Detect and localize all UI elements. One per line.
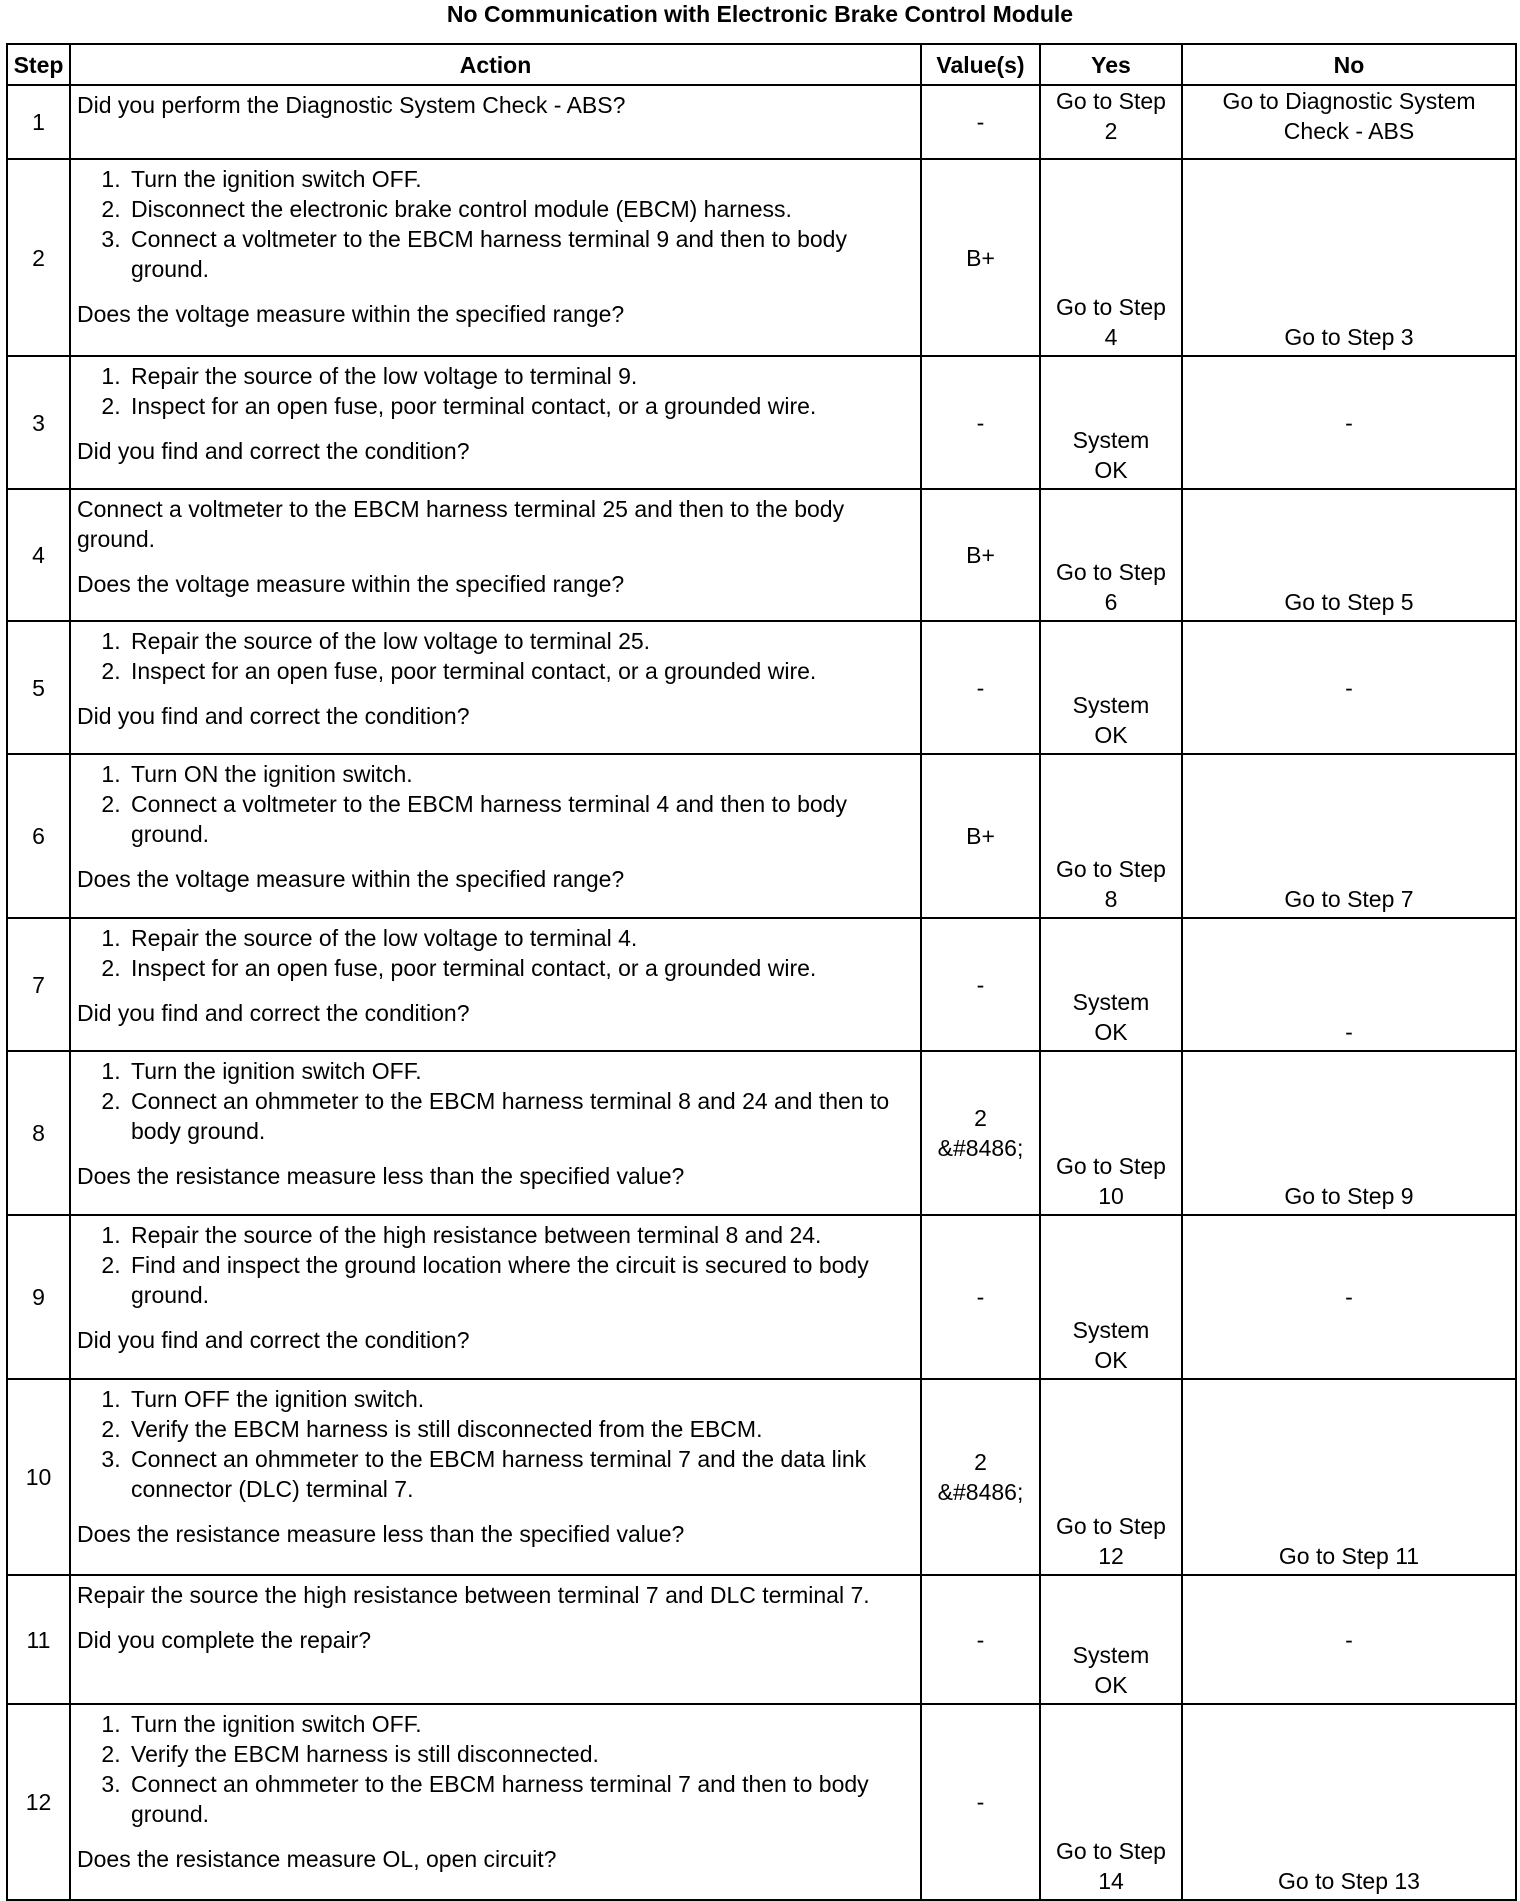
value-text: 2 &#8486; (937, 1105, 1024, 1161)
step-number: 11 (7, 1575, 70, 1704)
table-row (7, 85, 1516, 159)
yes-cell (1040, 356, 1182, 489)
action-cell (70, 1051, 921, 1215)
table-row (7, 159, 1516, 356)
header-values: Value(s) (921, 44, 1040, 85)
no-cell (1182, 918, 1516, 1051)
action-step-item: 1. Repair the source of the low voltage to terminal 4. (127, 923, 914, 953)
yes-cell (1040, 1575, 1182, 1704)
action-cell (70, 489, 921, 621)
action-steps-list (77, 1056, 914, 1146)
action-question: Does the voltage measure within the specified range? (77, 571, 625, 597)
no-result: Go to Step 11 (1278, 1543, 1420, 1569)
table-row (7, 1704, 1516, 1900)
yes-cell (1040, 754, 1182, 918)
no-cell (1182, 1051, 1516, 1215)
table-row (7, 1051, 1516, 1215)
value-cell (921, 1379, 1040, 1575)
action-steps-list (77, 923, 914, 983)
table-row (7, 1215, 1516, 1379)
yes-result: Go to Step 10 (1056, 1153, 1166, 1209)
action-step-item: 2. Disconnect the electronic brake control module (EBCM) harness. (127, 194, 914, 224)
action-cell (70, 918, 921, 1051)
action-step-item: 2. Inspect for an open fuse, poor terminal contact, or a grounded wire. (127, 656, 914, 686)
no-cell (1182, 356, 1516, 489)
action-step-item: 2. Find and inspect the ground location where the circuit is secured to body ground. (127, 1250, 914, 1310)
action-intro: Connect a voltmeter to the EBCM harness terminal 25 and then to the body ground. (77, 496, 845, 552)
action-intro: Did you perform the Diagnostic System Check - ABS? (77, 92, 626, 118)
yes-result: System OK (1072, 692, 1150, 748)
no-cell (1182, 754, 1516, 918)
no-cell (1182, 85, 1516, 159)
value-cell (921, 918, 1040, 1051)
no-result: Go to Diagnostic System Check - ABS (1222, 88, 1476, 144)
action-cell (70, 1575, 921, 1704)
no-result: Go to Step 7 (1284, 886, 1414, 912)
action-step-item: 1. Repair the source of the low voltage to terminal 25. (127, 626, 914, 656)
value-text: - (976, 1284, 985, 1310)
step-number: 8 (7, 1051, 70, 1215)
action-step-item: 1. Turn the ignition switch OFF. (127, 1709, 914, 1739)
value-cell (921, 1575, 1040, 1704)
step-number: 4 (7, 489, 70, 621)
table-row (7, 621, 1516, 754)
value-cell (921, 754, 1040, 918)
step-number: 12 (7, 1704, 70, 1900)
action-step-item: 2. Connect an ohmmeter to the EBCM harness terminal 8 and 24 and then to body ground. (127, 1086, 914, 1146)
no-cell (1182, 1704, 1516, 1900)
value-text: B+ (966, 244, 995, 271)
no-result: - (1345, 409, 1353, 436)
header-no: No (1182, 44, 1516, 85)
action-step-item: 3. Connect a voltmeter to the EBCM harness terminal 9 and then to body ground. (127, 224, 914, 284)
action-step-item: 2. Verify the EBCM harness is still disconnected from the EBCM. (127, 1414, 914, 1444)
action-steps-list (77, 164, 914, 284)
value-cell (921, 356, 1040, 489)
action-question: Did you find and correct the condition? (77, 703, 470, 729)
table-row (7, 1575, 1516, 1704)
action-cell (70, 621, 921, 754)
action-step-item: 2. Inspect for an open fuse, poor terminal contact, or a grounded wire. (127, 391, 914, 421)
action-question: Does the resistance measure less than the specified value? (77, 1163, 685, 1189)
no-result: Go to Step 5 (1284, 589, 1414, 615)
action-question: Did you find and correct the condition? (77, 1000, 470, 1026)
no-cell (1182, 1215, 1516, 1379)
header-action: Action (70, 44, 921, 85)
action-question: Did you find and correct the condition? (77, 438, 470, 464)
action-question: Does the resistance measure less than the specified value? (77, 1521, 685, 1547)
no-result: - (1345, 1284, 1353, 1310)
action-steps-list (77, 1384, 914, 1504)
value-text: - (976, 409, 985, 436)
action-step-item: 3. Connect an ohmmeter to the EBCM harness terminal 7 and then to body ground. (127, 1769, 914, 1829)
step-number: 7 (7, 918, 70, 1051)
value-cell (921, 1051, 1040, 1215)
action-cell (70, 356, 921, 489)
yes-cell (1040, 1215, 1182, 1379)
no-result: - (1345, 674, 1353, 701)
action-cell (70, 754, 921, 918)
action-steps-list (77, 361, 914, 421)
yes-result: System OK (1072, 989, 1150, 1045)
step-number: 6 (7, 754, 70, 918)
no-cell (1182, 621, 1516, 754)
no-cell (1182, 489, 1516, 621)
no-result: - (1345, 1019, 1353, 1045)
yes-result: Go to Step 14 (1056, 1838, 1166, 1894)
action-step-item: 1. Turn ON the ignition switch. (127, 759, 914, 789)
action-question: Does the voltage measure within the specified range? (77, 301, 625, 327)
action-cell (70, 159, 921, 356)
action-step-item: 1. Turn the ignition switch OFF. (127, 164, 914, 194)
action-step-item: 2. Verify the EBCM harness is still disconnected. (127, 1739, 914, 1769)
yes-result: Go to Step 12 (1056, 1513, 1166, 1569)
step-number: 3 (7, 356, 70, 489)
yes-result: Go to Step 8 (1056, 856, 1166, 912)
yes-result: System OK (1072, 427, 1150, 483)
step-number: 5 (7, 621, 70, 754)
action-cell (70, 85, 921, 159)
table-header-row (7, 44, 1516, 85)
yes-cell (1040, 1704, 1182, 1900)
value-cell (921, 1704, 1040, 1900)
value-cell (921, 85, 1040, 159)
action-question: Does the resistance measure OL, open circuit? (77, 1846, 557, 1872)
action-question: Does the voltage measure within the specified range? (77, 866, 625, 892)
step-number: 10 (7, 1379, 70, 1575)
action-cell (70, 1215, 921, 1379)
yes-result: System OK (1072, 1642, 1150, 1698)
action-step-item: 1. Turn OFF the ignition switch. (127, 1384, 914, 1414)
value-text: B+ (966, 823, 995, 849)
yes-cell (1040, 1051, 1182, 1215)
no-result: Go to Step 13 (1278, 1868, 1420, 1894)
no-result: - (1345, 1626, 1353, 1653)
yes-cell (1040, 1379, 1182, 1575)
table-row (7, 1379, 1516, 1575)
action-step-item: 1. Turn the ignition switch OFF. (127, 1056, 914, 1086)
value-cell (921, 1215, 1040, 1379)
yes-result: Go to Step 2 (1056, 88, 1166, 144)
table-row (7, 356, 1516, 489)
diagnostic-table (6, 43, 1517, 1901)
value-text: - (976, 109, 985, 135)
action-question: Did you complete the repair? (77, 1627, 372, 1653)
action-step-item: 2. Inspect for an open fuse, poor terminal contact, or a grounded wire. (127, 953, 914, 983)
table-row (7, 489, 1516, 621)
header-yes: Yes (1040, 44, 1182, 85)
action-intro: Repair the source the high resistance between terminal 7 and DLC terminal 7. (77, 1582, 870, 1608)
step-number: 1 (7, 85, 70, 159)
page-title: No Communication with Electronic Brake Control Module (446, 1, 1074, 27)
action-step-item: 1. Repair the source of the low voltage to terminal 9. (127, 361, 914, 391)
action-steps-list (77, 1709, 914, 1829)
action-step-item: 2. Connect a voltmeter to the EBCM harness terminal 4 and then to body ground. (127, 789, 914, 849)
yes-cell (1040, 85, 1182, 159)
no-result: Go to Step 3 (1284, 324, 1414, 350)
action-steps-list (77, 626, 914, 686)
value-text: - (976, 1626, 985, 1653)
yes-cell (1040, 159, 1182, 356)
step-number: 2 (7, 159, 70, 356)
yes-result: Go to Step 6 (1056, 559, 1166, 615)
action-steps-list (77, 1220, 914, 1310)
action-question: Did you find and correct the condition? (77, 1327, 470, 1353)
value-text: 2 &#8486; (937, 1449, 1024, 1505)
no-cell (1182, 1379, 1516, 1575)
yes-cell (1040, 918, 1182, 1051)
value-cell (921, 621, 1040, 754)
no-cell (1182, 1575, 1516, 1704)
action-step-item: 3. Connect an ohmmeter to the EBCM harness terminal 7 and the data link connector (DLC) terminal 7. (127, 1444, 914, 1504)
table-row (7, 754, 1516, 918)
header-step: Step (7, 44, 70, 85)
value-text: - (976, 674, 985, 701)
yes-result: Go to Step 4 (1056, 294, 1166, 350)
no-result: Go to Step 9 (1284, 1183, 1414, 1209)
no-cell (1182, 159, 1516, 356)
value-cell (921, 489, 1040, 621)
value-cell (921, 159, 1040, 356)
value-text: - (976, 1789, 985, 1815)
action-cell (70, 1379, 921, 1575)
action-steps-list (77, 759, 914, 849)
value-text: - (976, 971, 985, 998)
yes-cell (1040, 489, 1182, 621)
action-step-item: 1. Repair the source of the high resistance between terminal 8 and 24. (127, 1220, 914, 1250)
step-number: 9 (7, 1215, 70, 1379)
table-row (7, 918, 1516, 1051)
value-text: B+ (966, 542, 995, 568)
yes-cell (1040, 621, 1182, 754)
yes-result: System OK (1072, 1317, 1150, 1373)
action-cell (70, 1704, 921, 1900)
